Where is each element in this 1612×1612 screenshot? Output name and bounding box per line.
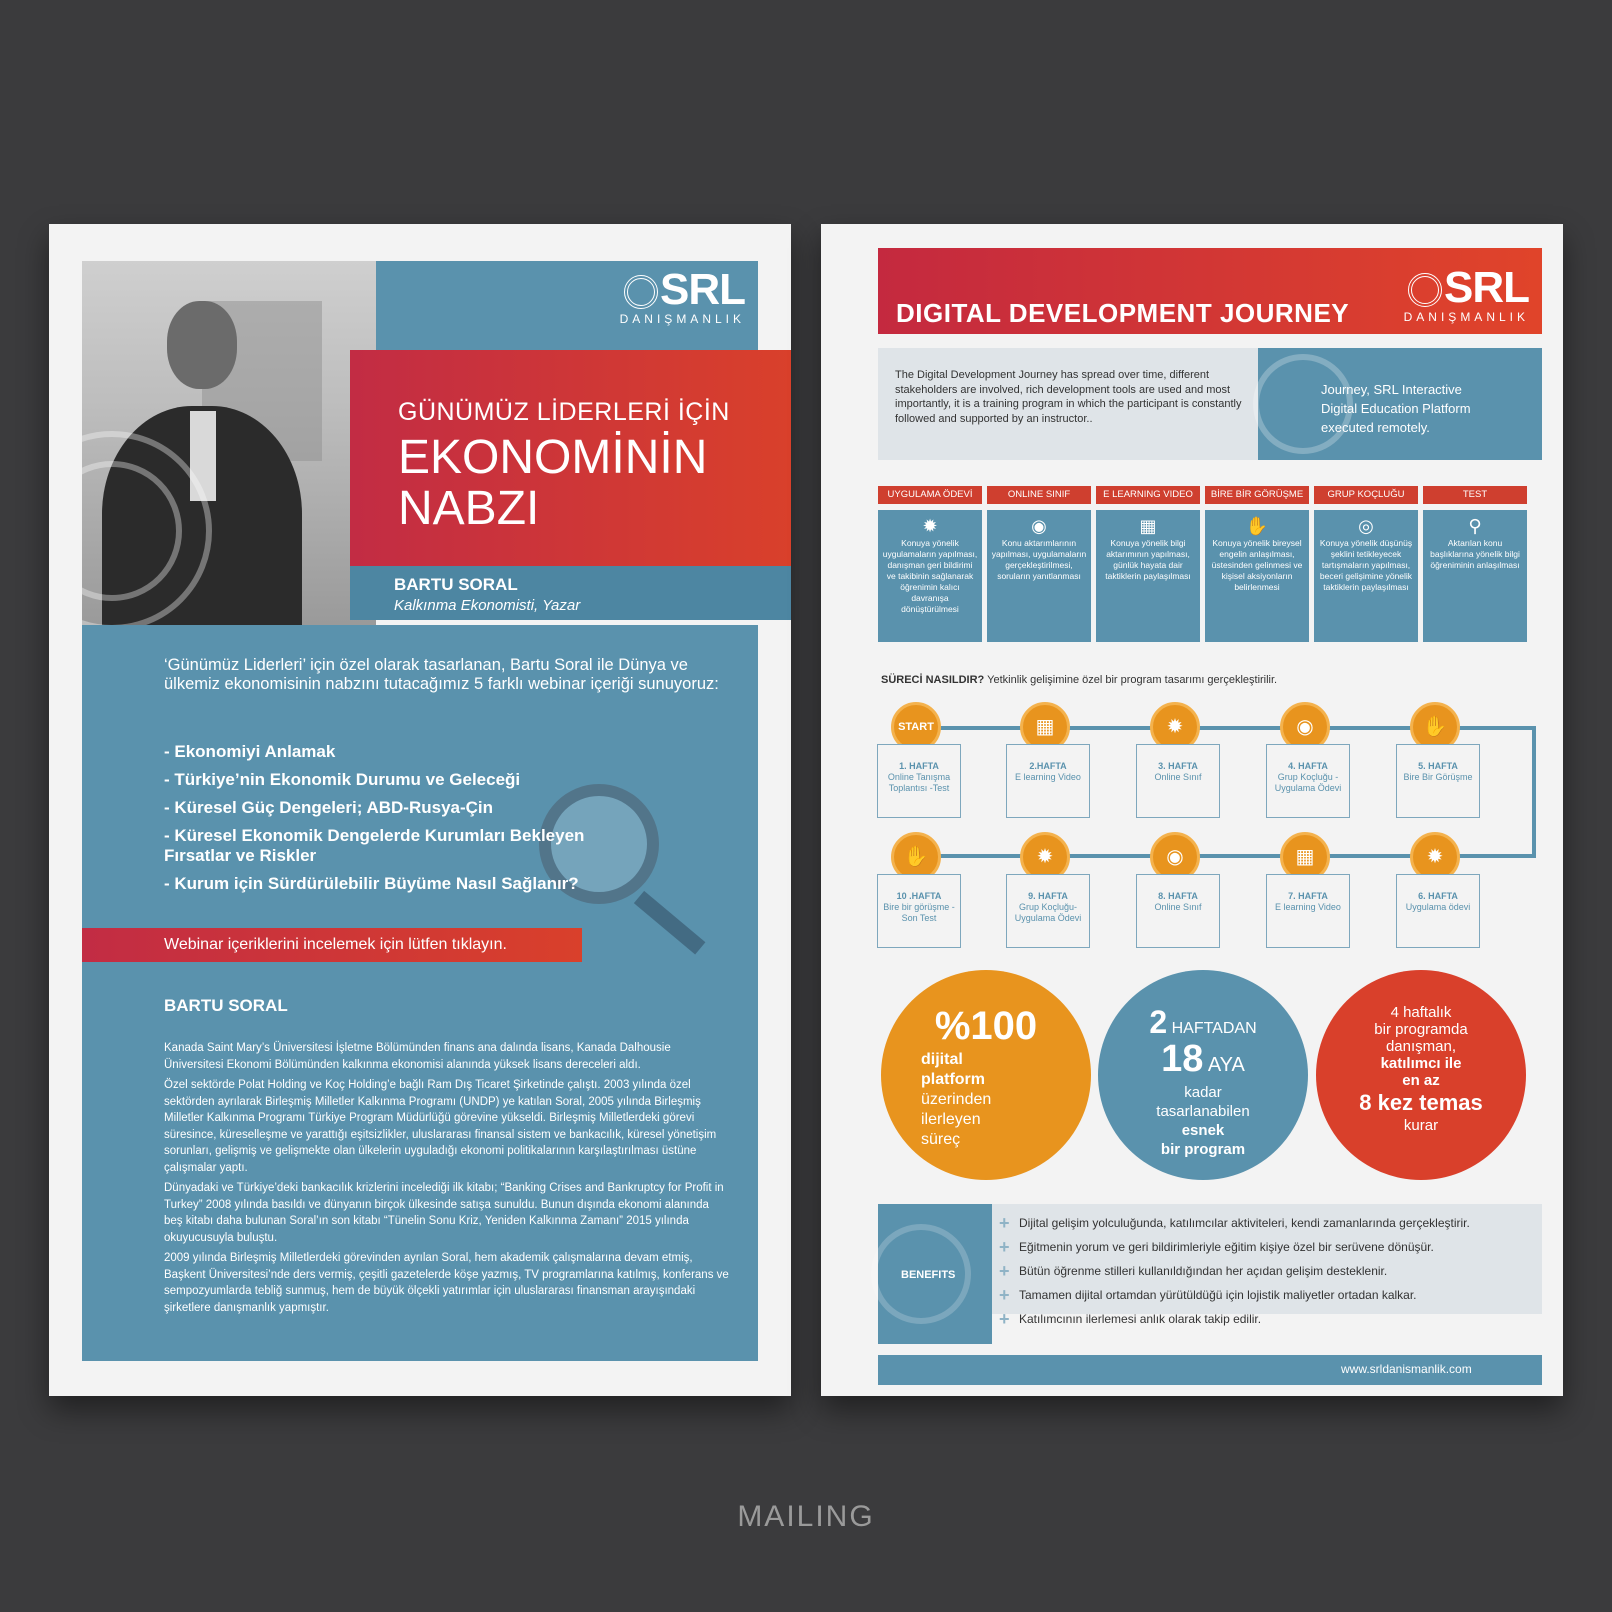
step-node: ✹ [1020, 832, 1070, 882]
step-node: ✋ [1410, 702, 1460, 752]
bio-title: BARTU SORAL [164, 996, 288, 1015]
topic-item: - Türkiye’nin Ekonomik Durumu ve Geleceği [164, 770, 521, 789]
portrait-photo [82, 261, 376, 625]
intro-text: ‘Günümüz Liderleri’ için özel olarak tasarlanan, Bartu Soral ile Dünya ve ülkemiz ekonomisinin nabzını tutacağımız 5 farklı webinar içeriği sunuyoruz: [164, 656, 719, 693]
people-icon: ◉ [1031, 516, 1047, 536]
step-box: 9. HAFTA Grup Koçluğu-Uygulama Ödevi [1006, 874, 1090, 948]
left-flyer [49, 224, 791, 1396]
bio-text: Kanada Saint Mary’s Üniversitesi İşletme Bölümünden finans ana dalında lisans, Kanada Dalhousie Üniversitesi Ekonomi Bölümünden kalkınma ekonomisi alanında yüksek lisans dereceleri aldı. Özel sektörde Polat Holding ve Koç Holding’e bağlı Ram Dış Ticaret Şirketinde çalıştı. 2003 yılında özel sektörden ayrılarak Birleşmiş Milletler Kalkınma Programı (UNDP) ye katılan Soral, 2005 yılında Birleşmiş Milletler Kalkınma Programı Türkiye Program Müdürlüğü görevine yükseldi. Birleşmiş Milletlerdeki görevi süresince, küreselleşme ve yarattığı eşitsizlikler, uluslararası finansal sistem ve bankacılık, küresel yönetişim sorunları, gelişmiş ve gelişmekte olan ülkelerin uyguladığı ekonomi politikalarının karşılaştırılması üstüne çalışmalar yaptı. Dünyadaki ve Türkiye’deki bankacılık krizlerini incelediği ilk kitabı; “Banking Crises and Bankruptcy for Profit in Turkey” 2008 yılında basıldı ve dünyanın birçok ülkesinde satışa sunuldu. Bunun dışında ekonomi alanında beş kitabı daha bulunan Soral’ın son kitabı “Tünelin Sonu Kriz, Yeniden Kalkınma Zamanı” 2015 yılında okuyucusuyla buluştu. 2009 yılında Birleşmiş Milletlerdeki görevinden ayrılan Soral, hem akademik çalışmalarına devam etmiş, Başkent Üniversitesi’nde ders vermiş, çeşitli gazetelerde köşe yazmış, TV programlarına katılmış, konferans ve sempozyumlarda tebliğ sunmuş, hem de büyük ölçekli yatırımlar için uluslararası finansman arayışındaki şirketlere danışmanlık yapmıştır. [164, 1042, 729, 1314]
presentation-icon: ▦ [1139, 516, 1157, 536]
topic-item: - Ekonomiyi Anlamak [164, 742, 336, 761]
srl-logo: SRL DANIŞMANLIK [619, 265, 745, 326]
step-node: ▦ [1020, 702, 1070, 752]
website-link[interactable]: www.srldanismanlik.com [1341, 1362, 1472, 1376]
intro-right-text: Journey, SRL Interactive Digital Education Platform executed remotely. [1321, 382, 1471, 435]
step-box: 1. HAFTA Online Tanışma Toplantısı -Test [877, 744, 961, 818]
intro-left-text: The Digital Development Journey has spread over time, different stakeholders are involved, rich development tools are used and most importantly, it is a training program in which the participant is constantly followed and supported by an instructor.. [895, 369, 1242, 425]
magnifier-icon: ⚲ [1468, 516, 1482, 536]
gear-icon: ✹ [922, 516, 938, 536]
step-box: 5. HAFTA Bire Bir Görüşme [1396, 744, 1480, 818]
benefit-item: + Eğitmenin yorum ve geri bildirimleriyle eğitim kişiye özel bir serüvene dönüşür. [999, 1240, 1539, 1254]
mockup-caption: MAILING [737, 1500, 875, 1533]
method-column: GRUP KOÇLUĞU ◎ Konuya yönelik düşünüş şeklini tetikleyecek tartışmaların yapılması, beceri gelişimine yönelik taktiklerin paylaşılması [1314, 486, 1418, 642]
srl-logo: SRL DANIŞMANLIK [1403, 263, 1529, 324]
headline-big-2: NABZI [398, 482, 540, 535]
topic-list [164, 742, 594, 902]
step-box: 4. HAFTA Grup Koçluğu -Uygulama Ödevi [1266, 744, 1350, 818]
topic-item: - Kurum için Sürdürülebilir Büyüme Nasıl Sağlanır? [164, 874, 579, 893]
speaker-name: BARTU SORAL [394, 575, 518, 594]
method-column: ONLINE SINIF ◉ Konu aktarımlarının yapılması, uygulamaların gerçekleştirilmesi, soruların yanıtlanması [987, 486, 1091, 642]
step-start-node: START [891, 702, 941, 752]
benefits-label: BENEFITS [901, 1269, 956, 1281]
step-node: ◉ [1150, 832, 1200, 882]
step-node: ✋ [891, 832, 941, 882]
step-box: 7. HAFTA E learning Video [1266, 874, 1350, 948]
target-icon: ◎ [1358, 516, 1374, 536]
benefit-item: + Tamamen dijital ortamdan yürütüldüğü için lojistik maliyetler ortadan kalkar. [999, 1288, 1539, 1302]
method-column: TEST ⚲ Aktarılan konu başlıklarına yönelik bilgi öğreniminin anlaşılması [1423, 486, 1527, 642]
handshake-icon: ✋ [1245, 516, 1269, 536]
stat-circle-duration: 2 HAFTADAN 18 AYA kadar tasarlanabilen esnek bir program [1098, 970, 1308, 1180]
right-flyer [821, 224, 1563, 1396]
benefit-item: + Bütün öğrenme stilleri kullanıldığından her açıdan gelişim desteklenir. [999, 1264, 1539, 1278]
headline-box [350, 350, 791, 566]
method-column: BİRE BİR GÖRÜŞME ✋ Konuya yönelik bireysel engelin anlaşılması, üstesinden gelinmesi ve kişisel aksiyonların belirlenmesi [1205, 486, 1309, 642]
benefit-item: + Dijital gelişim yolculuğunda, katılımcılar aktiviteleri, kendi zamanlarında gerçekleştirir. [999, 1216, 1539, 1230]
step-node: ◉ [1280, 702, 1330, 752]
benefits-list [999, 1216, 1539, 1336]
headline-small: GÜNÜMÜZ LİDERLERİ İÇİN [398, 398, 730, 426]
step-box: 6. HAFTA Uygulama ödevi [1396, 874, 1480, 948]
journey-title: DIGITAL DEVELOPMENT JOURNEY [896, 298, 1350, 328]
process-heading: SÜRECİ NASILDIR? Yetkinlik gelişimine özel bir program tasarımı gerçekleştirilir. [881, 674, 1278, 686]
speaker-role: Kalkınma Ekonomisti, Yazar [394, 597, 581, 614]
method-column: UYGULAMA ÖDEVİ ✹ Konuya yönelik uygulamaların yapılması, danışman geri bildirimi ve takibinin sağlanarak öğrenimin kalıcı davranışa dönüştürülmesi [878, 486, 982, 642]
headline-big-1: EKONOMİNİN [398, 431, 708, 484]
method-column: E LEARNING VIDEO ▦ Konuya yönelik bilgi aktarımının yapılması, günlük hayata dair taktiklerin paylaşılması [1096, 486, 1200, 642]
step-box: 2.HAFTA E learning Video [1006, 744, 1090, 818]
step-node: ▦ [1280, 832, 1330, 882]
topic-item: - Küresel Ekonomik Dengelerde Kurumları Bekleyen Fırsatlar ve Riskler [164, 826, 585, 865]
stat-circle-contact: 4 haftalık bir programda danışman, katılımcı ile en az 8 kez temas kurar [1316, 970, 1526, 1180]
step-box: 10 .HAFTA Bire bir görüşme -Son Test [877, 874, 961, 948]
step-box: 8. HAFTA Online Sınıf [1136, 874, 1220, 948]
benefit-item: + Katılımcının ilerlemesi anlık olarak takip edilir. [999, 1312, 1539, 1326]
step-node: ✹ [1410, 832, 1460, 882]
step-node: ✹ [1150, 702, 1200, 752]
step-box: 3. HAFTA Online Sınıf [1136, 744, 1220, 818]
topic-item: - Küresel Güç Dengeleri; ABD-Rusya-Çin [164, 798, 494, 817]
stat-circle-digital: %100 dijital platform üzerinden ilerleyen süreç [881, 970, 1091, 1180]
webinar-cta-link[interactable]: Webinar içeriklerini incelemek için lütfen tıklayın. [82, 928, 582, 962]
